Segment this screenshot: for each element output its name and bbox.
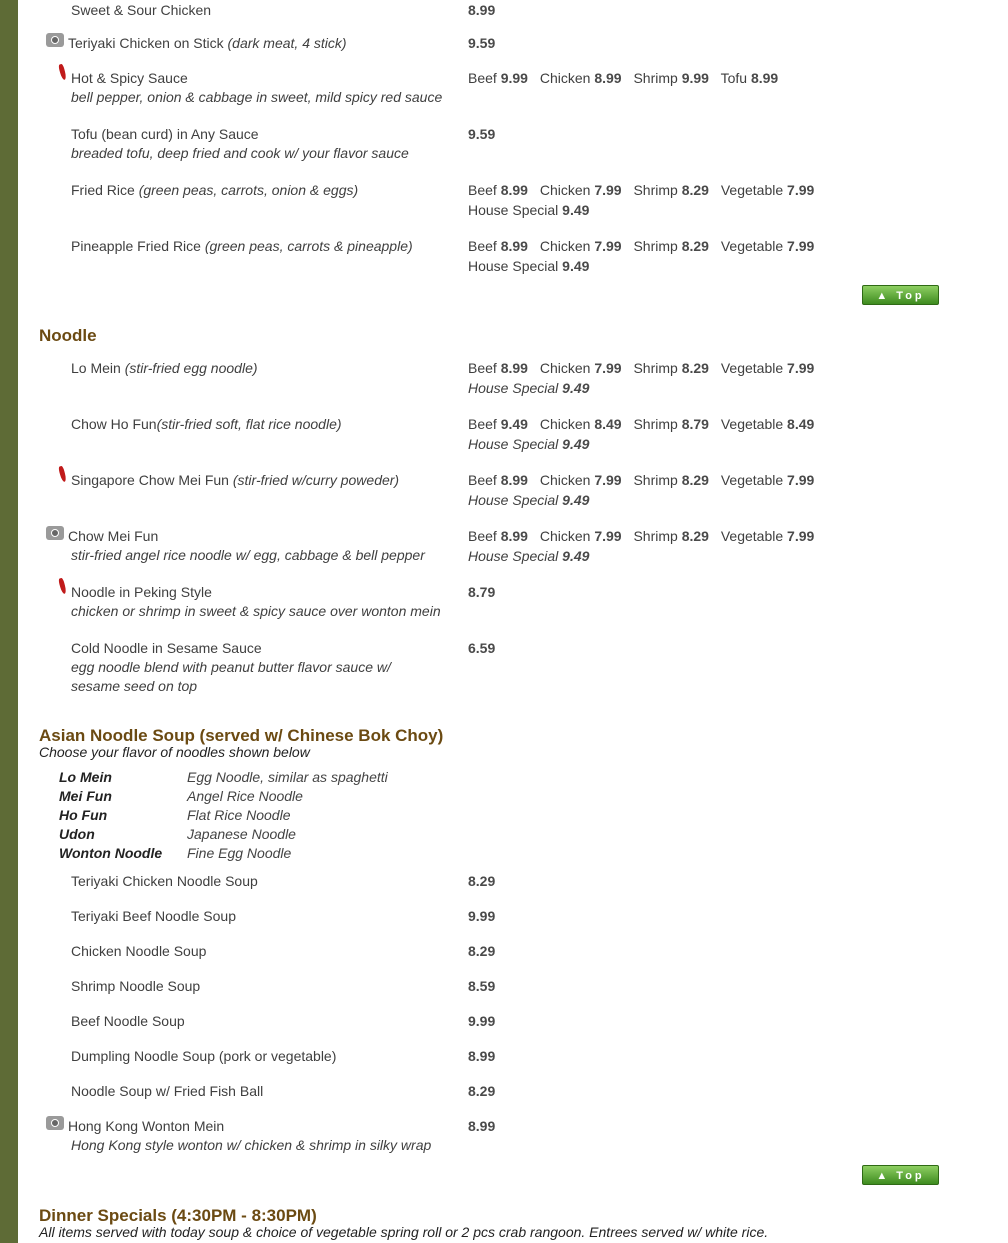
item-name: Pineapple Fried Rice bbox=[71, 238, 201, 254]
item-price: 6.59 bbox=[468, 640, 496, 656]
item-description: chicken or shrimp in sweet & spicy sauce over wonton mein bbox=[71, 603, 441, 619]
item-name: Teriyaki Chicken Noodle Soup bbox=[71, 873, 258, 889]
house-special-price: House Special 9.49 bbox=[468, 380, 590, 396]
item-price: 9.99 bbox=[468, 1013, 496, 1029]
item-prices: Beef 8.99 Chicken 7.99 Shrimp 8.29 Vegetable 7.99 bbox=[468, 528, 815, 544]
item-name: Teriyaki Chicken on Stick bbox=[68, 35, 224, 51]
item-price: 8.99 bbox=[468, 2, 496, 18]
item-prices: Beef 8.99 Chicken 7.99 Shrimp 8.29 Vegetable 7.99 bbox=[468, 182, 815, 198]
item-note: (stir-fried w/curry poweder) bbox=[232, 472, 400, 488]
item-note: (green peas, carrots, onion & eggs) bbox=[138, 182, 359, 198]
camera-icon[interactable] bbox=[46, 1116, 64, 1130]
item-name: Noodle Soup w/ Fried Fish Ball bbox=[71, 1083, 264, 1099]
item-price: 8.59 bbox=[468, 978, 496, 994]
item-prices: Beef 8.99 Chicken 7.99 Shrimp 8.29 Vegetable 7.99 bbox=[468, 472, 815, 488]
item-name: Teriyaki Beef Noodle Soup bbox=[71, 908, 236, 924]
item-price: 8.79 bbox=[468, 584, 496, 600]
item-price: 9.99 bbox=[468, 908, 496, 924]
item-note: (stir-fried soft, flat rice noodle) bbox=[156, 416, 342, 432]
item-name: Dumpling Noodle Soup (pork or vegetable) bbox=[71, 1048, 337, 1064]
item-name: Singapore Chow Mei Fun bbox=[71, 472, 229, 488]
item-name: Noodle in Peking Style bbox=[71, 584, 212, 600]
item-name: Hot & Spicy Sauce bbox=[71, 70, 188, 86]
item-prices: Beef 8.99 Chicken 7.99 Shrimp 8.29 Vegetable 7.99 bbox=[468, 238, 815, 254]
item-price: 8.29 bbox=[468, 1083, 496, 1099]
house-special-price: House Special 9.49 bbox=[468, 548, 590, 564]
item-name: Lo Mein bbox=[71, 360, 121, 376]
section-title-soup: Asian Noodle Soup (served w/ Chinese Bok Choy) bbox=[39, 726, 444, 745]
item-price: 8.29 bbox=[468, 943, 496, 959]
item-description: Hong Kong style wonton w/ chicken & shrimp in silky wrap bbox=[71, 1137, 432, 1153]
item-description: bell pepper, onion & cabbage in sweet, mild spicy red sauce bbox=[71, 89, 443, 105]
item-description: stir-fried angel rice noodle w/ egg, cabbage & bell pepper bbox=[71, 547, 425, 563]
item-prices: Beef 8.99 Chicken 7.99 Shrimp 8.29 Vegetable 7.99 bbox=[468, 360, 815, 376]
item-name: Chicken Noodle Soup bbox=[71, 943, 207, 959]
up-arrow-icon: ▲ bbox=[876, 1170, 897, 1182]
house-special-price: House Special 9.49 bbox=[468, 492, 590, 508]
item-description: breaded tofu, deep fried and cook w/ your flavor sauce bbox=[71, 145, 409, 161]
item-note: (dark meat, 4 stick) bbox=[227, 35, 347, 51]
item-prices: Beef 9.99 Chicken 8.99 Shrimp 9.99 Tofu 8.99 bbox=[468, 70, 779, 86]
item-name: Shrimp Noodle Soup bbox=[71, 978, 201, 994]
item-name: Chow Mei Fun bbox=[68, 528, 159, 544]
item-name: Hong Kong Wonton Mein bbox=[68, 1118, 225, 1134]
house-special-price: House Special 9.49 bbox=[468, 258, 590, 274]
item-price: 9.59 bbox=[468, 126, 496, 142]
item-prices: Beef 9.49 Chicken 8.49 Shrimp 8.79 Vegetable 8.49 bbox=[468, 416, 815, 432]
camera-icon[interactable] bbox=[46, 33, 64, 47]
house-special-price: House Special 9.49 bbox=[468, 436, 590, 452]
item-price: 9.59 bbox=[468, 35, 496, 51]
item-note: (stir-fried egg noodle) bbox=[124, 360, 258, 376]
section-title-dinner: Dinner Specials (4:30PM - 8:30PM) bbox=[39, 1206, 317, 1225]
item-name: Fried Rice bbox=[71, 182, 135, 198]
back-to-top-button[interactable]: ▲ Top bbox=[862, 285, 939, 305]
menu-page: Sweet & Sour Chicken 8.99 Teriyaki Chicken on Stick (dark meat, 4 stick) 9.59 Hot & Spicy Sauce bell pepper, onion & cabbage in sweet, mild spicy red sauce Beef 9.99 Chicken 8.99 Shrimp 9.99 Tofu 8.99 Tofu (bean curd) in Any Sauce breaded tofu, deep fried and cook w/ your flavor sauce 9.59 Fried Rice (green peas, carrots, onion & eggs) Beef 8.99 Chicken 7.99 Shrimp 8.29 Vegetable 7.99 House Special 9.49 Pineapple Fried Rice (green peas, carrots & pineapple) Beef 8.99 Chicken 7.99 Shrimp 8.29 Vegetable 7.99 House Special 9.49 ▲ Top Noodle Lo Mein (stir-fried egg noodle) Beef 8.99 Chicken 7.99 Shrimp 8.29 Vegetable 7.99 House Special 9.49 Chow Ho Fun(stir-fried soft, flat rice noodle) Beef 9.49 Chicken 8.49 Shrimp 8.79 Vegetable 8.49 House Special 9.49 Singapore Chow Mei Fun (stir-fried w/curry poweder) Beef 8.99 Chicken 7.99 Shrimp 8.29 Vegetable 7.99 House Special 9.49 Chow Mei Fun stir-fried angel rice noodle w/ egg, cabbage & bell pepper Beef 8.99 Chicken 7.99 Shrimp 8.29 Vegetable 7.99 House Special 9.49 Noodle in Peking Style chicken or shrimp in sweet & spicy sauce over wonton mein 8.79 Cold Noodle in Sesame Sauce egg noodle blend with peanut butter flavor sauce w/ sesame seed on top 6.59 Asian Noodle Soup (served w/ Chinese Bok Choy) Choose your flavor of noodles shown below Lo Mein Egg Noodle, similar as spaghetti Mei Fun Angel Rice Noodle Ho Fun Flat Rice Noodle Udon Japanese Noodle Wonton Noodle Fine Egg Noodle Teriyaki Chicken Noodle Soup 8.29 Teriyaki Beef Noodle Soup 9.99 Chicken Noodle Soup 8.29 Shrimp Noodle Soup 8.59 Beef Noodle Soup 9.99 Dumpling Noodle Soup (pork or vegetable) 8.99 Noodle Soup w/ Fried Fish Ball 8.29 Hong Kong Wonton Mein Hong Kong style wonton w/ chicken & shrimp in silky wrap 8.99 ▲ Top Dinner Specials (4:30PM - 8:30PM) All items served with today soup & choice of vegetable spring roll or 2 pcs crab rangoon. Entrees served w/ white rice. bbox=[18, 0, 1008, 1243]
chili-pepper-icon bbox=[58, 466, 67, 483]
section-subtitle-soup: Choose your flavor of noodles shown below bbox=[39, 744, 310, 760]
back-to-top-button[interactable]: ▲ Top bbox=[862, 1165, 939, 1185]
item-description: egg noodle blend with peanut butter flavor sauce w/ sesame seed on top bbox=[71, 659, 391, 694]
up-arrow-icon: ▲ bbox=[876, 290, 897, 302]
item-name: Tofu (bean curd) in Any Sauce bbox=[71, 126, 259, 142]
item-price: 8.29 bbox=[468, 873, 496, 889]
house-special-price: House Special 9.49 bbox=[468, 202, 590, 218]
camera-icon[interactable] bbox=[46, 526, 64, 540]
item-note: (green peas, carrots & pineapple) bbox=[204, 238, 413, 254]
item-name: Sweet & Sour Chicken bbox=[71, 2, 212, 18]
section-title-noodle: Noodle bbox=[39, 326, 97, 345]
chili-pepper-icon bbox=[58, 578, 67, 595]
item-name: Beef Noodle Soup bbox=[71, 1013, 185, 1029]
item-name: Chow Ho Fun bbox=[71, 416, 157, 432]
item-price: 8.99 bbox=[468, 1048, 496, 1064]
item-name: Cold Noodle in Sesame Sauce bbox=[71, 640, 262, 656]
item-price: 8.99 bbox=[468, 1118, 496, 1134]
section-subtitle-dinner: All items served with today soup & choice of vegetable spring roll or 2 pcs crab rangoon. Entrees served w/ white rice. bbox=[39, 1224, 769, 1240]
chili-pepper-icon bbox=[58, 64, 67, 81]
